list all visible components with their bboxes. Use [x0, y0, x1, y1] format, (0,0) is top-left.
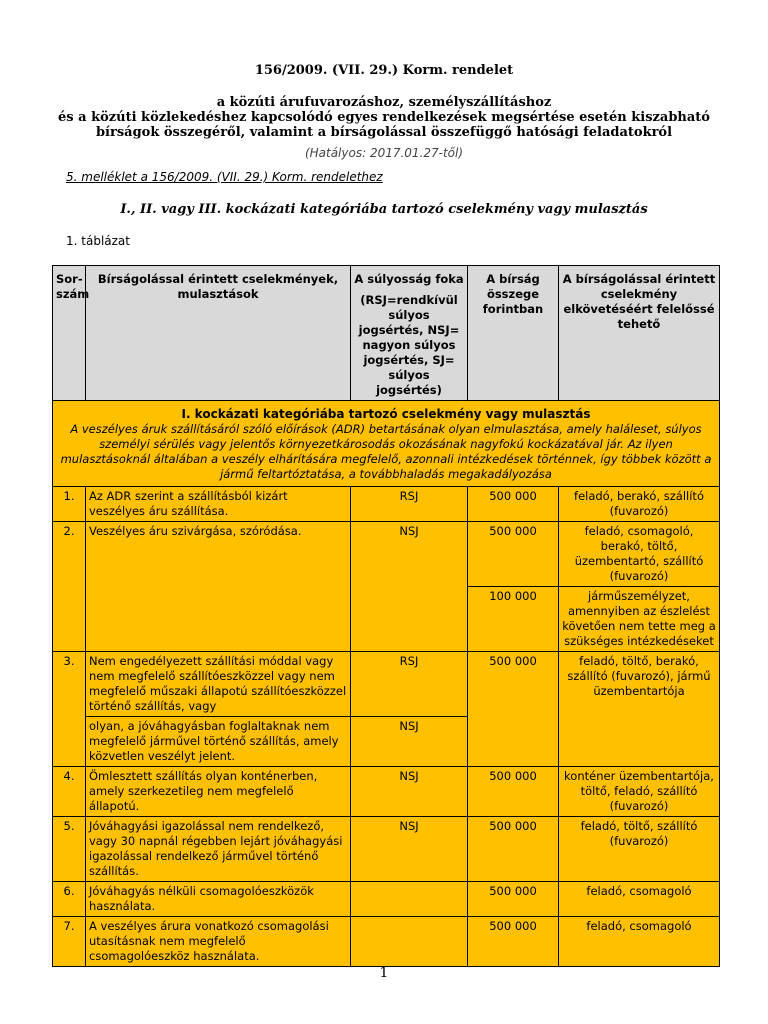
subtitle-line-1: a közúti árufuvarozáshoz, személyszállításhoz: [216, 95, 552, 110]
section-title: I. kockázati kategóriába tartozó cselekmény vagy mulasztás: [181, 407, 591, 421]
page-number: 1: [379, 965, 389, 981]
section-cell: [53, 401, 720, 487]
row-amount: 500 000: [468, 652, 559, 767]
section-row: [53, 401, 720, 487]
row-text: Jóváhagyási igazolással nem rendelkező, vagy 30 napnál régebben lejárt jóváhagyási igazolással rendelkező járművel történő szállítás.: [86, 817, 351, 882]
row-severity: NSJ: [351, 767, 468, 817]
row-severity: [351, 882, 468, 917]
row-number: 6.: [53, 882, 86, 917]
table-row: [53, 652, 720, 717]
row-severity: NSJ: [351, 817, 468, 882]
section-description: A veszélyes áruk szállításáról szóló előírások (ADR) betartásának olyan elmulasztása, amely haláleset, súlyos személyi sérülés vagy jelentős környezetkárosodás okozásának nagyfokú kockázatával jár. Az ilyen mulasztásoknál általában a veszély elhárítására megfelelő, azonnali intézkedések történnek, így többek között a jármű feltartóztatása, a továbbhaladás megakadályozása: [60, 422, 712, 481]
row-amount-secondary: 100 000: [468, 587, 559, 652]
header-cselekmeny: Bírságolással érintett cselekmények, mulasztások: [86, 266, 351, 401]
header-sulyossag-legend: (RSJ=rendkívül súlyos jogsértés, NSJ= nagyon súlyos jogsértés, SJ= súlyos jogsértés): [358, 293, 460, 397]
row-severity: RSJ: [351, 652, 468, 717]
header-osszeg: A bírság összege forintban: [468, 266, 559, 401]
row-liable-secondary: járműszemélyzet, amennyiben az észlelést követően nem tette meg a szükséges intézkedéseket: [559, 587, 720, 652]
table-row: [53, 767, 720, 817]
row-text: Jóváhagyás nélküli csomagolóeszközök használata.: [86, 882, 351, 917]
row-severity: [351, 917, 468, 967]
row-amount: 500 000: [468, 882, 559, 917]
row-amount: 500 000: [468, 767, 559, 817]
row-number: 2.: [53, 522, 86, 652]
table-row: [53, 882, 720, 917]
row-text: Az ADR szerint a szállításból kizárt veszélyes áru szállítása.: [86, 487, 351, 522]
row-text: Veszélyes áru szivárgása, szóródása.: [86, 522, 351, 652]
row-liable: feladó, csomagoló: [559, 882, 720, 917]
row-amount: 500 000: [468, 917, 559, 967]
row-text: Ömlesztett szállítás olyan konténerben, amely szerkezetileg nem megfelelő állapotú.: [86, 767, 351, 817]
row-number: 5.: [53, 817, 86, 882]
row-liable: feladó, csomagoló, berakó, töltő, üzembentartó, szállító (fuvarozó): [559, 522, 720, 587]
section-heading: I., II. vagy III. kockázati kategóriába tartozó cselekmény vagy mulasztás: [120, 202, 648, 217]
row-number: 4.: [53, 767, 86, 817]
table-row: [53, 522, 720, 587]
row-number: 1.: [53, 487, 86, 522]
row-liable: feladó, csomagoló: [559, 917, 720, 967]
header-sulyossag: [351, 266, 468, 401]
row-severity: RSJ: [351, 487, 468, 522]
table-label: 1. táblázat: [66, 234, 130, 248]
row-severity-secondary: NSJ: [351, 717, 468, 767]
row-number: 7.: [53, 917, 86, 967]
header-felelos: A bírságolással érintett cselekmény elkövetéséért felelőssé tehető: [559, 266, 720, 401]
row-amount: 500 000: [468, 487, 559, 522]
table-row: [53, 917, 720, 967]
subtitle-line-2: és a közúti közlekedéshez kapcsolódó egyes rendelkezések megsértése esetén kiszabható: [58, 110, 710, 125]
row-number: 3.: [53, 652, 86, 767]
table-row: [53, 487, 720, 522]
row-text: A veszélyes árura vonatkozó csomagolási utasításnak nem megfelelő csomagolóeszköz használata.: [86, 917, 351, 967]
subtitle-line-3: bírságok összegéről, valamint a bírságolással összefüggő hatósági feladatokról: [95, 125, 673, 140]
row-amount: 500 000: [468, 522, 559, 587]
row-liable: feladó, berakó, szállító (fuvarozó): [559, 487, 720, 522]
decree-subtitle: [0, 95, 768, 140]
decree-title: 156/2009. (VII. 29.) Korm. rendelet: [254, 63, 514, 78]
row-amount: 500 000: [468, 817, 559, 882]
fines-table: [52, 265, 720, 967]
effective-date: (Hatályos: 2017.01.27-től): [304, 146, 464, 160]
header-sulyossag-title: A súlyosság foka: [354, 272, 464, 286]
row-liable: feladó, töltő, szállító (fuvarozó): [559, 817, 720, 882]
row-liable: feladó, töltő, berakó, szállító (fuvarozó), jármű üzembentartója: [559, 652, 720, 767]
row-severity: NSJ: [351, 522, 468, 652]
annex-link[interactable]: 5. melléklet a 156/2009. (VII. 29.) Korm. rendelethez: [66, 170, 383, 184]
row-text-secondary: olyan, a jóváhagyásban foglaltaknak nem megfelelő járművel történő szállítás, amely közvetlen veszélyt jelent.: [86, 717, 351, 767]
header-sorszam: Sor-szám: [53, 266, 86, 401]
table-header-row: [53, 266, 720, 401]
row-liable: konténer üzembentartója, töltő, feladó, szállító (fuvarozó): [559, 767, 720, 817]
row-text: Nem engedélyezett szállítási móddal vagy nem megfelelő szállítóeszközzel vagy nem megfelelő műszaki állapotú szállítóeszközzel történő szállítás, vagy: [86, 652, 351, 717]
table-row: [53, 817, 720, 882]
